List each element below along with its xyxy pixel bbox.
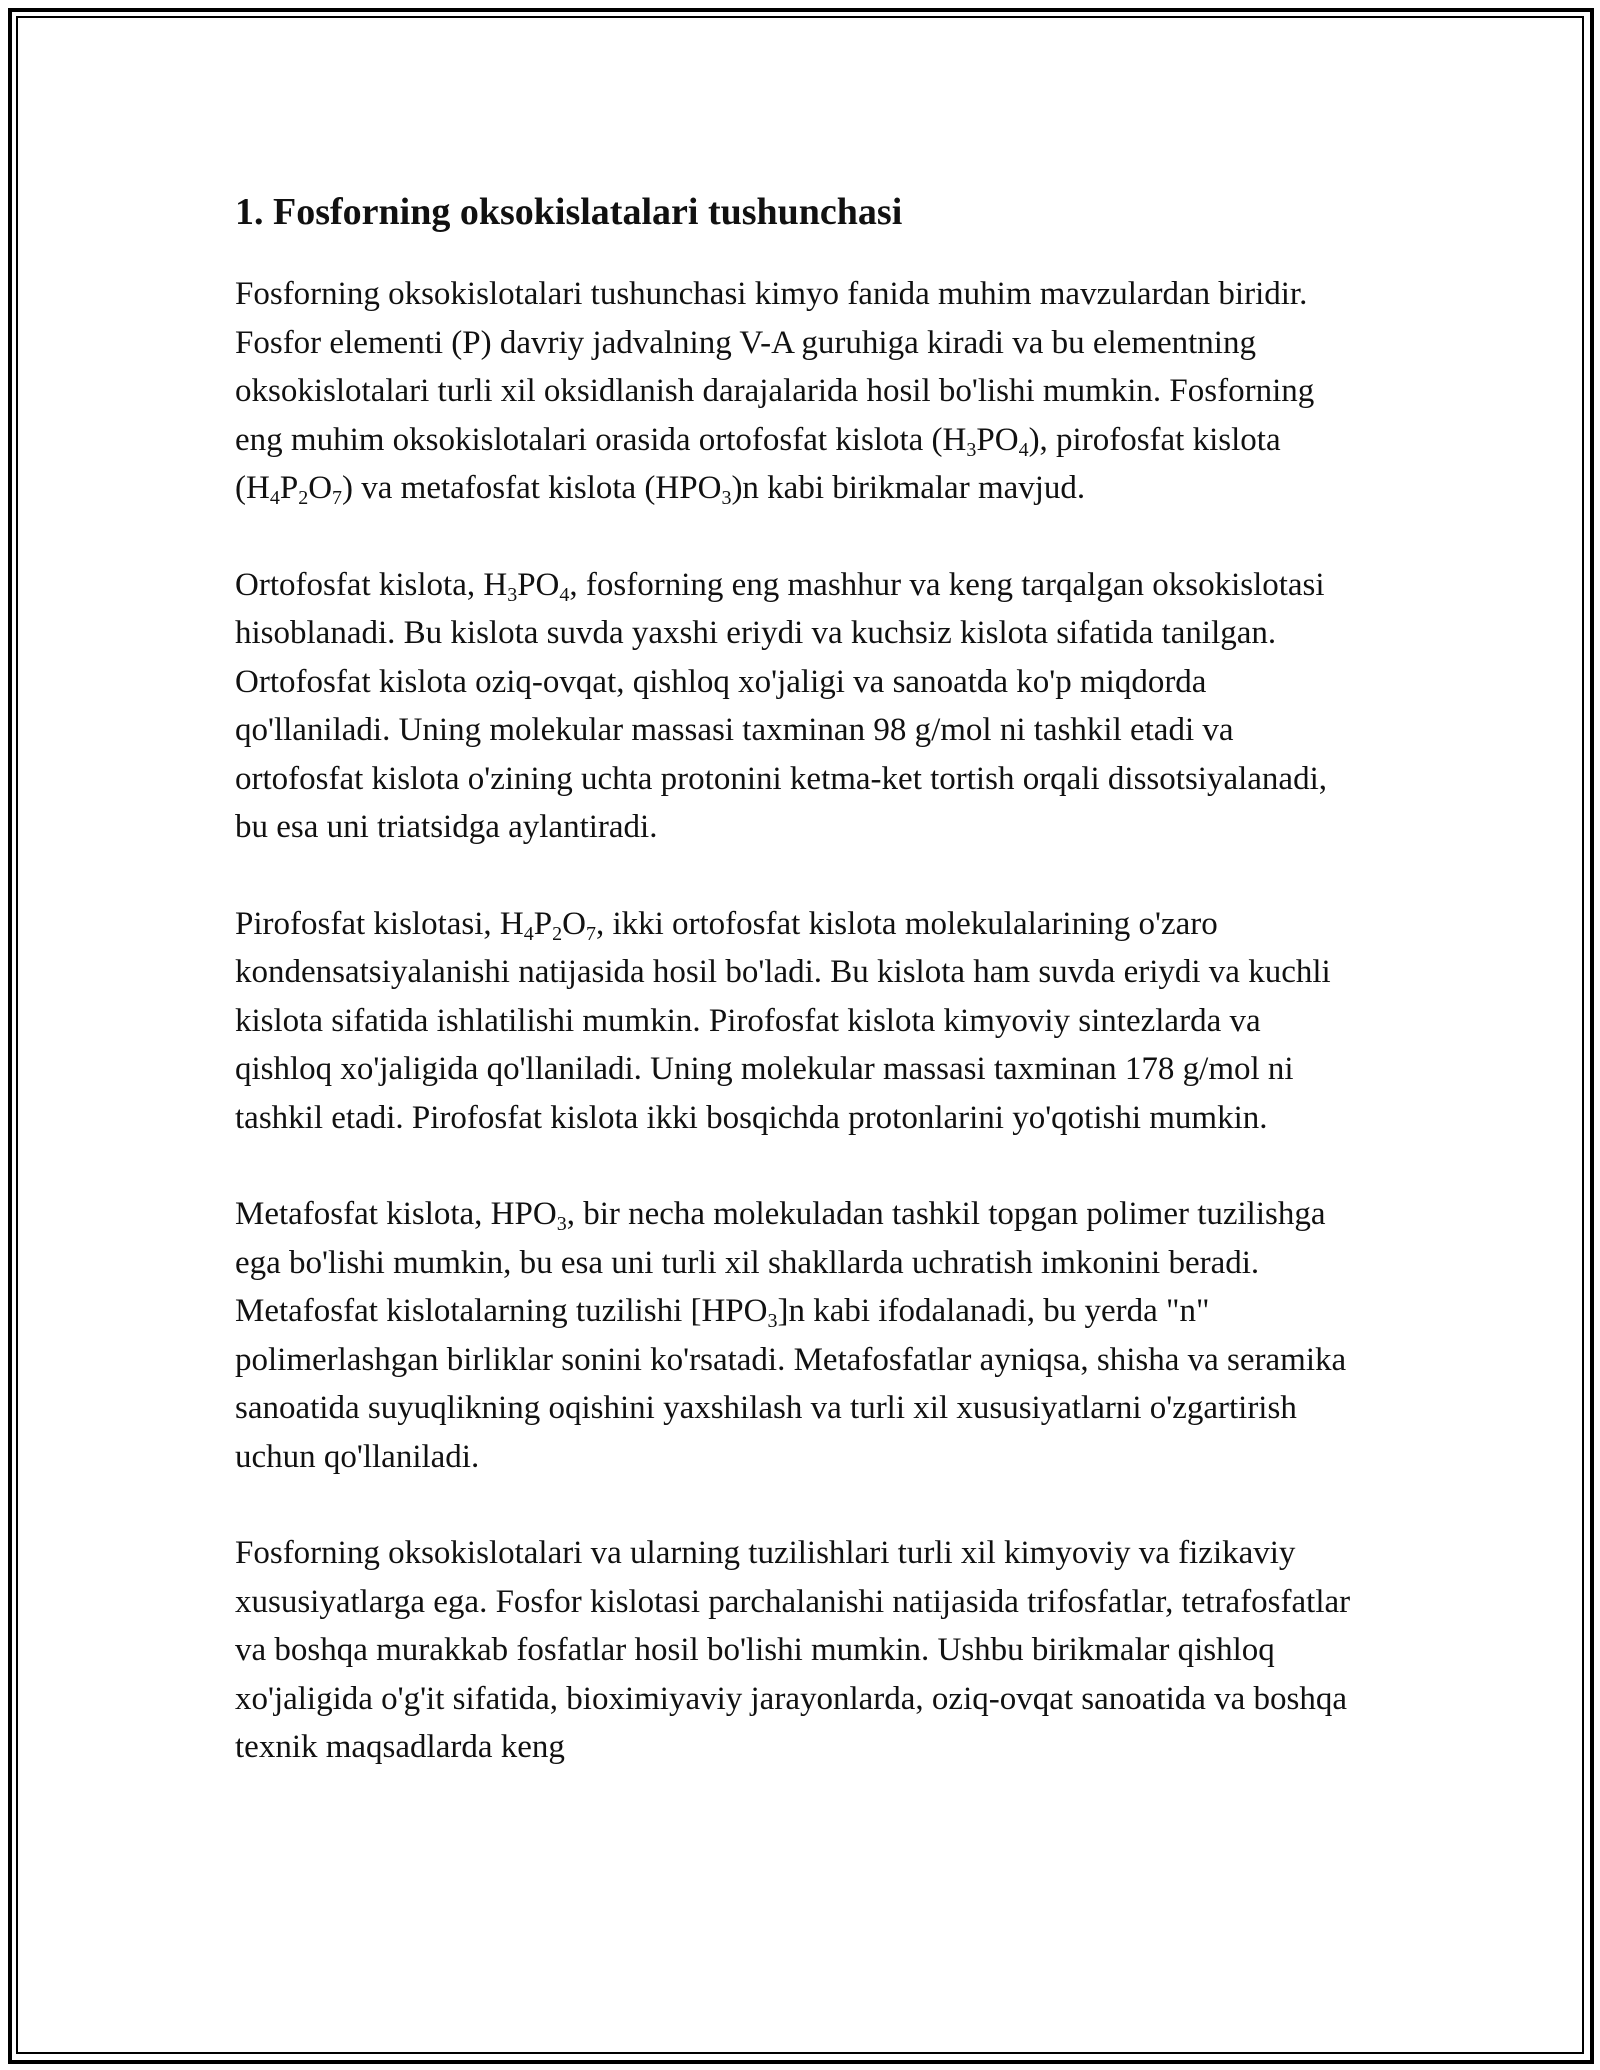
subscript: 7	[585, 922, 596, 945]
paragraph-3	[235, 900, 1365, 1143]
subscript: 4	[269, 487, 280, 509]
subscript: 2	[298, 487, 309, 509]
section-heading: 1. Fosforning oksokislatalari tushunchasi	[235, 191, 903, 233]
subscript: 2	[552, 922, 563, 945]
text-run: O	[308, 470, 333, 506]
text-run: ]n kabi ifodalanadi, bu yerda "n" polimerlashgan birliklar sonini ko'rsatadi. Metafosfatlar ayniqsa, shisha va seramika sanoatida suyuqlikning oqishini yaxshilash va turli xil xususiyatlarni o'zgartirish uchun qo'llaniladi.	[235, 1293, 1347, 1475]
text-run: Pirofosfat kislotasi, H	[235, 905, 524, 942]
subscript: 3	[507, 583, 518, 606]
document-body	[235, 188, 1365, 1772]
paragraph-5	[235, 1529, 1365, 1772]
text-run: Fosforning oksokislotalari tushunchasi kimyo fanida muhim mavzulardan biridir. Fosfor elementi (P) davriy jadvalning V-A guruhiga kiradi va bu elementning oksokislotalari turli xil oksidlanish darajalarida hosil bo'lishi mumkin. Fosforning eng muhim oksokislotalari orasida ortofosfat kislota (H	[235, 276, 1315, 458]
text-run: ), pirofosfat kislota (H	[235, 421, 1281, 506]
subscript: 3	[966, 438, 977, 461]
subscript: 3	[721, 487, 732, 509]
text-run: Metafosfat kislota, HPO	[235, 1196, 557, 1232]
paragraph-2	[235, 561, 1365, 852]
text-run: )n kabi birikmalar mavjud.	[731, 470, 1086, 506]
text-run: , ikki ortofosfat kislota molekulalarining o'zaro kondensatsiyalanishi natijasida hosil bo'ladi. Bu kislota ham suvda eriydi va kuchli kislota sifatida ishlatilishi mumkin. Pirofosfat kislota kimyoviy sintezlarda va qishloq xo'jaligida qo'llaniladi. Uning molekular massasi taxminan 178 g/mol ni tashkil etadi. Pirofosfat kislota ikki bosqichda protonlarini yo'qotishi mumkin.	[235, 905, 1331, 1136]
paragraph-1	[235, 270, 1365, 513]
text-run: , bir necha molekuladan tashkil topgan polimer tuzilishga ega bo'lishi mumkin, bu esa uni turli xil shakllarda uchratish imkonini beradi. Metafosfat kislotalarning tuzilishi [HPO	[235, 1196, 1326, 1329]
text-run: PO	[976, 421, 1019, 458]
text-run: P	[533, 905, 553, 942]
subscript: 7	[332, 487, 343, 509]
text-run: Ortofosfat kislota, H	[235, 566, 508, 603]
text-run: , fosforning eng mashhur va keng tarqalgan oksokislotasi hisoblanadi. Bu kislota suvda yaxshi eriydi va kuchsiz kislota sifatida tanilgan. Ortofosfat kislota oziq-ovqat, qishloq xo'jaligi va sanoatda ko'p miqdorda qo'llaniladi. Uning molekular massasi taxminan 98 g/mol ni tashkil etadi va ortofosfat kislota o'zining uchta protonini ketma-ket tortish orqali dissotsiyalanadi, bu esa uni triatsidga aylantiradi.	[235, 566, 1327, 845]
text-run: PO	[517, 566, 560, 603]
text-run: O	[562, 905, 586, 942]
text-run: Fosforning oksokislotalari va ularning tuzilishlari turli xil kimyoviy va fizikaviy xususiyatlarga ega. Fosfor kislotasi parchalanishi natijasida trifosfatlar, tetrafosfatlar va boshqa murakkab fosfatlar hosil bo'lishi mumkin. Ushbu birikmalar qishloq xo'jaligida o'g'it sifatida, bioximiyaviy jarayonlarda, oziq-ovqat sanoatida va boshqa texnik maqsadlarda keng	[235, 1535, 1351, 1765]
subscript: 3	[556, 1213, 567, 1235]
text-run: ) va metafosfat kislota (HPO	[342, 470, 722, 506]
paragraph-4	[235, 1190, 1365, 1481]
text-run: P	[279, 470, 299, 506]
subscript: 3	[767, 1310, 778, 1332]
subscript: 4	[1018, 438, 1029, 461]
subscript: 4	[523, 922, 534, 945]
subscript: 4	[559, 583, 570, 606]
